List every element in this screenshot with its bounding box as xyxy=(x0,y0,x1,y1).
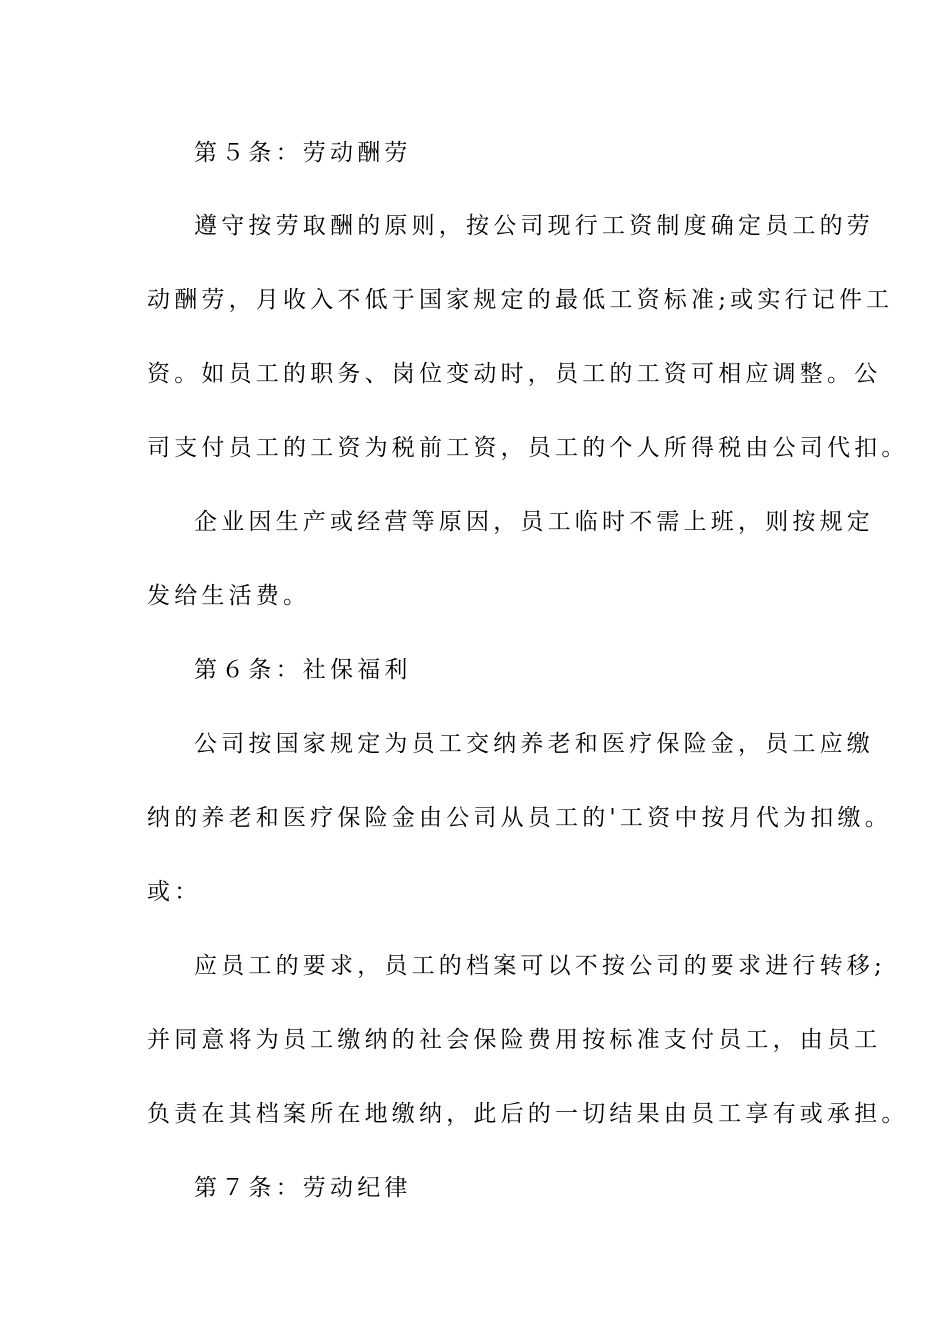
article-5-para1-line3: 资。如员工的职务、岗位变动时，员工的工资可相应调整。公 xyxy=(147,361,882,387)
article-5-para2-line1: 企业因生产或经营等原因，员工临时不需上班，则按规定 xyxy=(194,509,874,535)
article-5-heading: 第５条：劳动酬劳 xyxy=(194,140,412,166)
article-6-para1-line2: 纳的养老和医疗保险金由公司从员工的'工资中按月代为扣缴。 xyxy=(147,805,892,831)
article-6-para2-line2: 并同意将为员工缴纳的社会保险费用按标准支付员工，由员工 xyxy=(147,1027,882,1053)
article-5-para1-line4: 司支付员工的工资为税前工资，员工的个人所得税由公司代扣。 xyxy=(147,435,909,461)
article-6-para2-line1: 应员工的要求，员工的档案可以不按公司的要求进行转移; xyxy=(194,953,886,979)
article-6-para2-line3: 负责在其档案所在地缴纳，此后的一切结果由员工享有或承担。 xyxy=(147,1101,909,1127)
article-6-para1-line3: 或： xyxy=(147,879,202,905)
article-5-para1-line2: 动酬劳，月收入不低于国家规定的最低工资标准;或实行记件工 xyxy=(147,287,894,313)
article-7-heading: 第７条：劳动纪律 xyxy=(194,1175,412,1201)
article-5-para1-line1: 遵守按劳取酬的原则，按公司现行工资制度确定员工的劳 xyxy=(194,213,874,239)
article-6-heading: 第６条：社保福利 xyxy=(194,657,412,683)
article-6-para1-line1: 公司按国家规定为员工交纳养老和医疗保险金，员工应缴 xyxy=(194,731,874,757)
article-5-para2-line2: 发给生活费。 xyxy=(147,583,311,609)
